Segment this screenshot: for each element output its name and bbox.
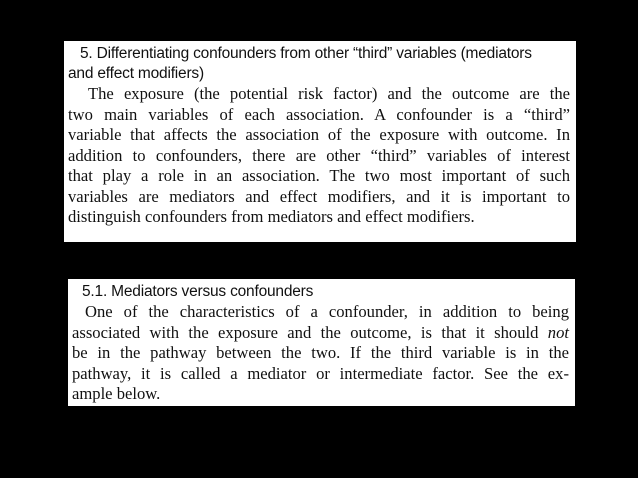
paragraph-line xyxy=(72,323,569,344)
paragraph-line: addition to confounders, there are other “third” variables of interest xyxy=(68,145,570,165)
paragraph-line: two main variables of each association. A confounder is a “third” xyxy=(68,104,570,124)
paragraph-text: associated with the exposure and the outcome, is that it should xyxy=(72,322,539,342)
paragraph-line: One of the characteristics of a confounder, in addition to being xyxy=(85,302,569,321)
paragraph-line: variables are mediators and effect modifiers, and it is important to xyxy=(68,186,570,206)
section-5-panel xyxy=(64,41,576,242)
paragraph-line: pathway, it is called a mediator or intermediate factor. See the ex- xyxy=(72,363,569,383)
section-5-heading-line: 5. Differentiating confounders from other “third” variables (mediators xyxy=(80,45,532,62)
paragraph-line: distinguish confounders from mediators and effect modifiers. xyxy=(68,207,475,226)
section-5-heading-line: and effect modifiers) xyxy=(68,65,204,82)
section-5-1-heading: 5.1. Mediators versus confounders xyxy=(82,283,314,300)
paragraph-line: that play a role in an association. The two most important of such xyxy=(68,166,570,185)
section-5-1-panel xyxy=(68,279,575,406)
section-5-1-paragraph xyxy=(72,302,569,405)
paragraph-line: ample below. xyxy=(72,384,161,403)
paragraph-line: variable that affects the association of the exposure with outcome. In xyxy=(68,125,570,144)
paragraph-line: The exposure (the potential risk factor) and the outcome are the xyxy=(88,84,570,103)
section-5-paragraph xyxy=(68,84,570,228)
section-5-heading xyxy=(68,44,570,84)
paragraph-line: be in the pathway between the two. If the third variable is in the xyxy=(72,343,569,362)
emphasis-not: not xyxy=(547,322,570,342)
